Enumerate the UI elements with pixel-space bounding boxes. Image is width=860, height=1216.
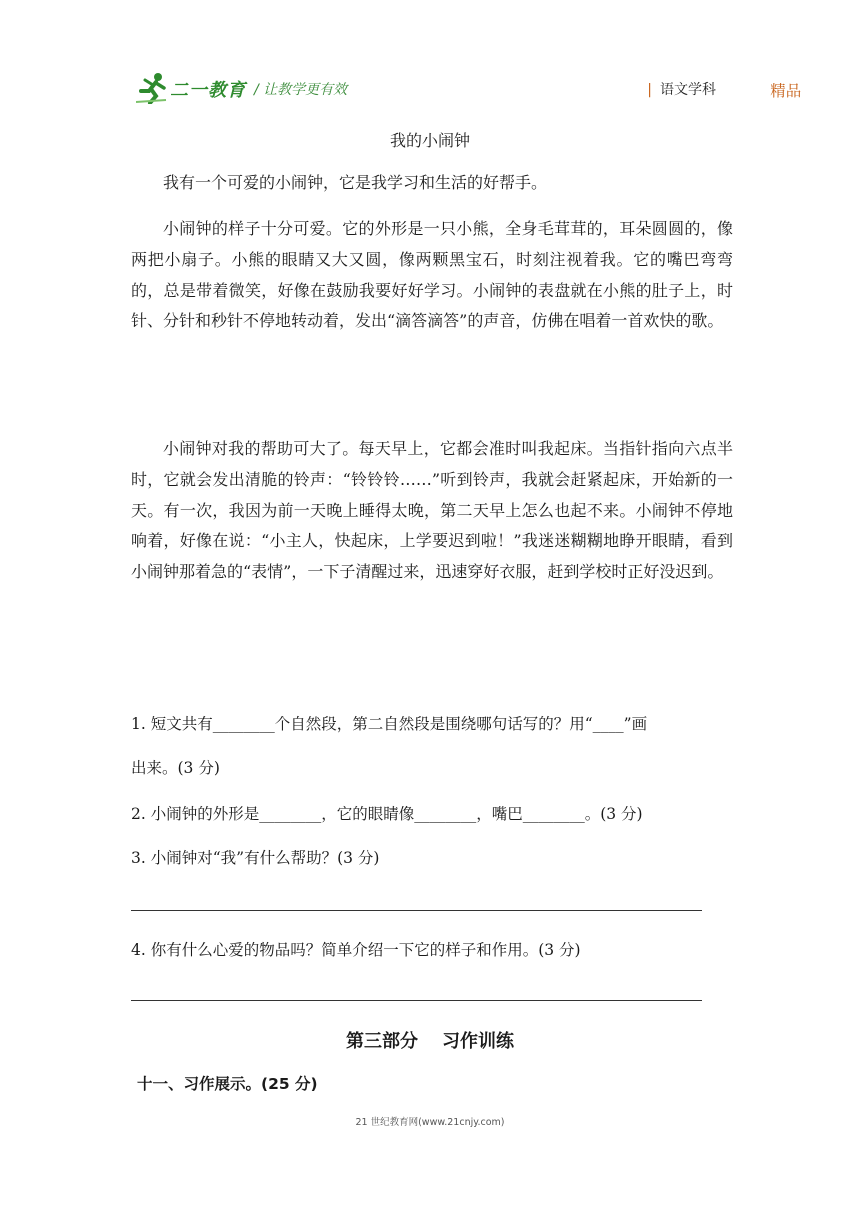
subject-name: 语文学科 <box>660 82 716 98</box>
subject-label <box>639 79 802 100</box>
question-text: 4. 你有什么心爱的物品吗？简单介绍一下它的样子和作用。(3 分) <box>131 941 581 959</box>
question-text: 出来。(3 分) <box>131 759 220 777</box>
running-man-icon <box>136 72 170 104</box>
question-text: 2. 小闹钟的外形是________，它的眼睛像________，嘴巴________。(3 分) <box>131 805 643 823</box>
question-text: 1. 短文共有________个自然段，第二自然段是围绕哪句话写的？用“____”画 <box>131 715 648 733</box>
article-paragraph: 小闹钟的样子十分可爱。它的外形是一只小熊，全身毛茸茸的，耳朵圆圆的，像两把小扇子。小熊的眼睛又大又圆，像两颗黑宝石，时刻注视着我。它的嘴巴弯弯的，总是带着微笑，好像在鼓励我要好好学习。小闹钟的表盘就在小熊的肚子上，时针、分针和秒针不停地转动着，发出“滴答滴答”的声音，仿佛在唱着一首欢快的歌。 <box>131 219 733 331</box>
section-part: 第三部分 <box>346 1031 418 1052</box>
task-heading: 十一、习作展示。(25 分) <box>137 1075 318 1093</box>
question-text: 3. 小闹钟对“我”有什么帮助？(3 分) <box>131 849 380 867</box>
slogan: / 让教学更有效 <box>254 82 348 98</box>
article-paragraph: 小闹钟对我的帮助可大了。每天早上，它都会准时叫我起床。当指针指向六点半时，它就会发出清脆的铃声：“铃铃铃……”听到铃声，我就会赶紧起床，开始新的一天。有一次，我因为前一天晚上睡得太晚，第二天早上怎么也起不来。小闹钟不停地响着，好像在说：“小主人，快起床，上学要迟到啦！”我迷迷糊糊地睁开眼睛，看到小闹钟那着急的“表情”，一下子清醒过来，迅速穿好衣服，赶到学校时正好没迟到。 <box>131 439 733 582</box>
logo <box>136 72 248 104</box>
section-title <box>0 1027 860 1053</box>
article-title: 我的小闹钟 <box>389 131 470 150</box>
answer-line[interactable] <box>131 910 702 911</box>
question-4 <box>131 928 733 972</box>
article-paragraph: 我有一个可爱的小闹钟，它是我学习和生活的好帮手。 <box>163 173 548 192</box>
answer-line[interactable] <box>131 1000 702 1001</box>
section-name: 习作训练 <box>442 1031 514 1052</box>
question-3 <box>131 836 733 880</box>
question-1 <box>131 702 733 790</box>
header-divider: | <box>647 82 652 98</box>
page-header <box>136 70 802 106</box>
question-2 <box>131 792 733 836</box>
page-footer: 21 世纪教育网(www.21cnjy.com) <box>355 1117 505 1128</box>
logo-text: 二一教育 <box>170 80 246 101</box>
quality-label: 精品 <box>770 82 802 100</box>
